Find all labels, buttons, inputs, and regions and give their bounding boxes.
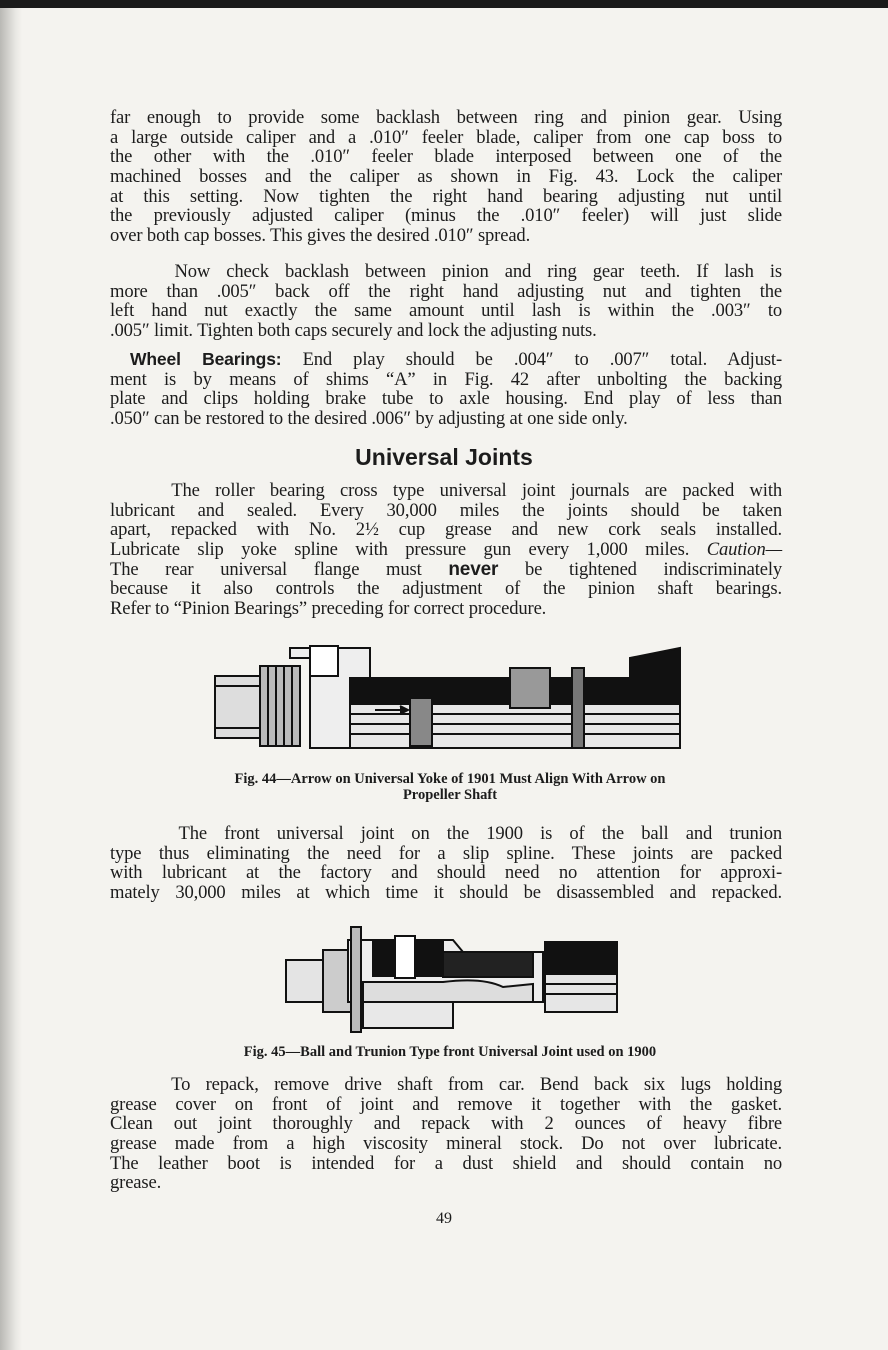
caution-label: Caution— (706, 539, 782, 561)
text-line: .050″ can be restored to the desired .006″ by adjusting at one side only. (110, 408, 628, 430)
text-line (110, 560, 782, 580)
paragraph-repack (110, 1075, 782, 1193)
section-heading: Universal Joints (355, 444, 533, 470)
text-span: End play should be .004″ to .007″ total. Adjust- (281, 349, 782, 370)
text-line: over both cap bosses. This gives the desired .010″ spread. (110, 225, 531, 247)
paragraph-front-joint (110, 824, 782, 903)
caption-line: Fig. 44—Arrow on Universal Yoke of 1901 Must Align With Arrow on (234, 771, 666, 787)
text-line (110, 350, 782, 370)
text-line: .005″ limit. Tighten both caps securely and lock the adjusting nuts. (110, 320, 597, 342)
text-line: grease made from a high viscosity mineral stock. Do not over lubricate. (110, 1133, 782, 1155)
text-line: The front universal joint on the 1900 is of the ball and trunion (110, 823, 782, 844)
text-line: apart, repacked with No. 2½ cup grease and new cork seals installed. (110, 519, 782, 541)
text-line (110, 540, 782, 560)
text-line: the other with the .010″ feeler blade interposed between one of the (110, 146, 782, 168)
text-line: Refer to “Pinion Bearings” preceding for correct procedure. (110, 598, 547, 620)
text-line: To repack, remove drive shaft from car. Bend back six lugs holding (110, 1074, 782, 1095)
caption-line: Propeller Shaft (402, 787, 498, 803)
text-span: be tightened indiscriminately (498, 558, 782, 580)
wheel-bearings-label: Wheel Bearings: (130, 349, 282, 369)
text-line: grease. (110, 1172, 162, 1194)
text-line: Clean out joint thoroughly and repack with 2 ounces of heavy fibre (110, 1113, 782, 1135)
text-line: a large outside caliper and a .010″ feeler blade, caliper from one cap boss to (110, 126, 782, 148)
text-line: The leather boot is intended for a dust shield and should contain no (110, 1152, 782, 1174)
text-line: mately 30,000 miles at which time it should be disassembled and repacked. (110, 882, 782, 904)
page-binding-shadow (0, 8, 22, 1350)
page-number: 49 (436, 1210, 452, 1227)
text-line: The roller bearing cross type universal joint journals are packed with (110, 480, 782, 501)
paragraph-backlash (110, 262, 782, 341)
figure-44-universal-yoke-illustration (210, 638, 685, 756)
emphasis-never: never (448, 558, 499, 580)
text-line: grease cover on front of joint and remove it together with the gasket. (110, 1093, 782, 1115)
text-line: at this setting. Now tighten the right hand bearing adjusting nut until (110, 185, 782, 207)
text-line: the previously adjusted caliper (minus the .010″ feeler) will just slide (110, 205, 782, 227)
text-span: Lubricate slip yoke spline with pressure gun every 1,000 miles. (110, 539, 707, 561)
text-line: more than .005″ back off the right hand adjusting nut and tighten the (110, 280, 782, 302)
text-line: plate and clips holding brake tube to axle housing. End play of less than (110, 388, 782, 410)
figure-45-caption: Fig. 45—Ball and Trunion Type front Universal Joint used on 1900 (243, 1044, 657, 1060)
text-line: with lubricant at the factory and should need no attention for approxi- (110, 862, 782, 884)
text-line: far enough to provide some backlash between ring and pinion gear. Using (110, 107, 782, 128)
text-line: ment is by means of shims “A” in Fig. 42 after unbolting the backing (110, 368, 782, 390)
paragraph-caliper (110, 108, 782, 246)
text-line: machined bosses and the caliper as shown in Fig. 43. Lock the caliper (110, 166, 782, 188)
text-line: Now check backlash between pinion and ring gear teeth. If lash is (110, 261, 782, 282)
text-line: type thus eliminating the need for a slip spline. These joints are packed (110, 842, 782, 864)
text-span: The rear universal flange must (110, 558, 449, 580)
text-line: because it also controls the adjustment of the pinion shaft bearings. (110, 578, 782, 600)
text-line: lubricant and sealed. Every 30,000 miles the joints should be taken (110, 499, 782, 521)
paragraph-wheel-bearings (110, 350, 782, 429)
figure-45-ball-trunion-joint-illustration (283, 922, 623, 1037)
paragraph-universal-joints (110, 481, 782, 619)
figure-44-caption (104, 771, 796, 803)
text-line: left hand nut exactly the same amount until lash is within the .003″ to (110, 300, 782, 322)
scan-border (0, 0, 888, 8)
